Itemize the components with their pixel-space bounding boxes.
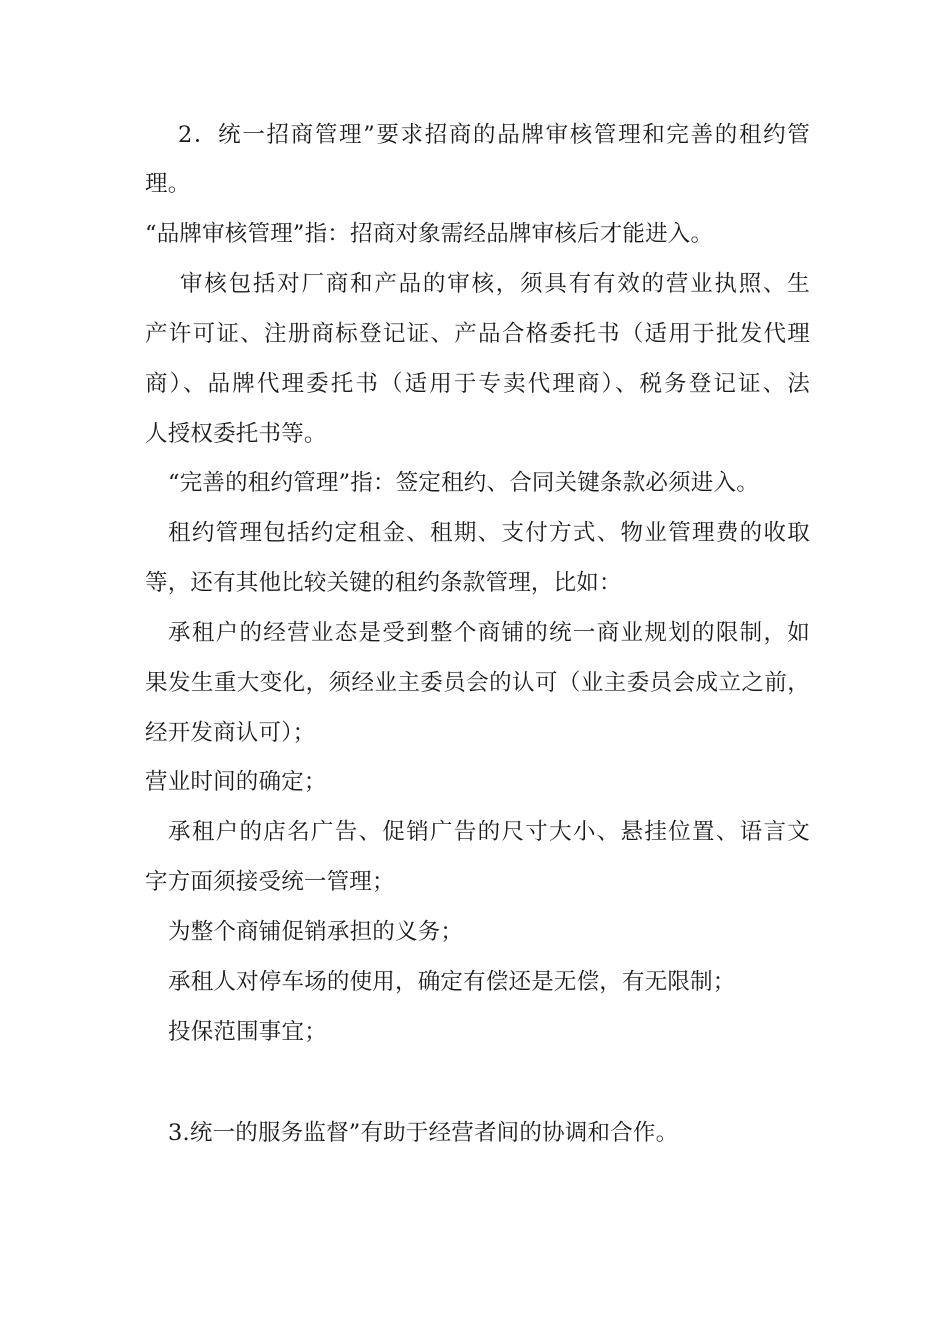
text-line: 产许可证、注册商标登记证、产品合格委托书（适用于批发代理 — [145, 321, 810, 347]
text-line: 理。 — [145, 171, 191, 197]
text-line: “完善的租约管理”指：签定租约、合同关键条款必须进入。 — [168, 470, 759, 496]
text-line: 字方面须接受统一管理； — [145, 869, 395, 895]
text-line: 承租户的经营业态是受到整个商铺的统一商业规划的限制，如 — [168, 620, 810, 646]
text-line: 2．统一招商管理”要求招商的品牌审核管理和完善的租约管 — [178, 122, 810, 148]
text-line: 承租人对停车场的使用，确定有偿还是无偿，有无限制； — [168, 969, 736, 995]
text-line: 投保范围事宜； — [168, 1019, 327, 1045]
text-line: 承租户的店名广告、促销广告的尺寸大小、悬挂位置、语言文 — [168, 819, 810, 845]
text-line: 果发生重大变化，须经业主委员会的认可（业主委员会成立之前， — [145, 670, 810, 696]
text-line: 等，还有其他比较关键的租约条款管理，比如： — [145, 570, 622, 596]
text-line: 审核包括对厂商和产品的审核，须具有有效的营业执照、生 — [180, 271, 810, 297]
text-line: 租约管理包括约定租金、租期、支付方式、物业管理费的收取 — [168, 520, 810, 546]
text-line: 经开发商认可）； — [145, 720, 316, 746]
text-line: “品牌审核管理”指：招商对象需经品牌审核后才能进入。 — [145, 221, 714, 247]
text-line: 人授权委托书等。 — [145, 421, 327, 447]
text-line: 3.统一的服务监督”有助于经营者间的协调和合作。 — [168, 1120, 679, 1146]
text-line: 营业时间的确定； — [145, 769, 327, 795]
text-line: 为整个商铺促销承担的义务； — [168, 919, 464, 945]
text-line: 商）、品牌代理委托书（适用于专卖代理商）、税务登记证、法 — [145, 371, 810, 397]
